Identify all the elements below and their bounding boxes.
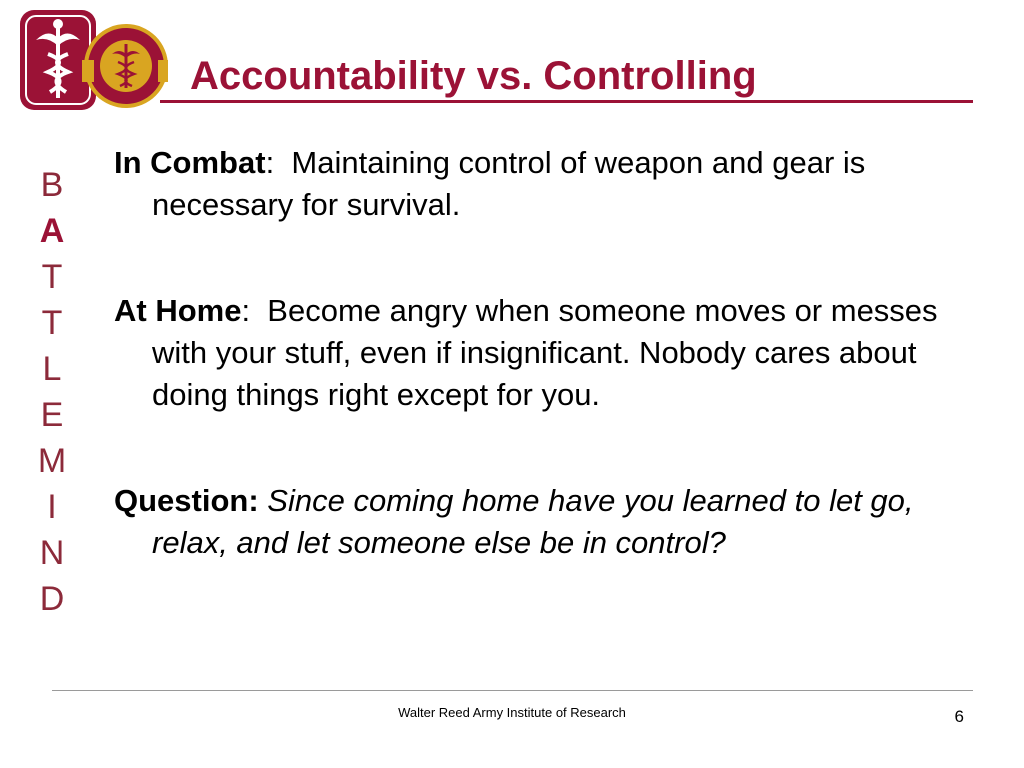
side-letter-highlighted: A [39, 212, 65, 250]
bullet-separator: : [241, 293, 268, 328]
bullet-at-home [114, 290, 964, 416]
side-letter: L [42, 350, 62, 388]
bullet-separator [259, 483, 268, 518]
side-letter: M [37, 442, 67, 480]
side-letter: I [47, 488, 57, 526]
bullet-label: In Combat [114, 145, 266, 180]
bullet-in-combat [114, 142, 964, 226]
slide-body [114, 142, 964, 628]
title-underline [160, 100, 973, 103]
side-letter: E [40, 396, 64, 434]
side-letter: B [40, 166, 64, 204]
bullet-text: Become angry when someone moves or messes with your stuff, even if insignificant. Nobody cares about doing things right except for you. [152, 293, 938, 412]
bullet-label: Question: [114, 483, 259, 518]
bullet-question [114, 480, 964, 564]
side-letter: T [41, 304, 63, 342]
logo-group [18, 6, 168, 114]
side-letter: T [41, 258, 63, 296]
page-number: 6 [954, 707, 964, 726]
bullet-text: Maintaining control of weapon and gear is necessary for survival. [152, 145, 866, 222]
side-letter: N [39, 534, 65, 572]
bullet-label: At Home [114, 293, 242, 328]
bullet-text-italic: Since coming home have you learned to let go, relax, and let someone else be in control? [152, 483, 914, 560]
side-letter: D [39, 580, 65, 618]
slide-title: Accountability vs. Controlling [190, 54, 757, 98]
footer-divider [52, 690, 973, 691]
footer-organization: Walter Reed Army Institute of Research [398, 705, 626, 720]
bullet-separator: : [265, 145, 292, 180]
battlemind-vertical-text [30, 162, 74, 622]
